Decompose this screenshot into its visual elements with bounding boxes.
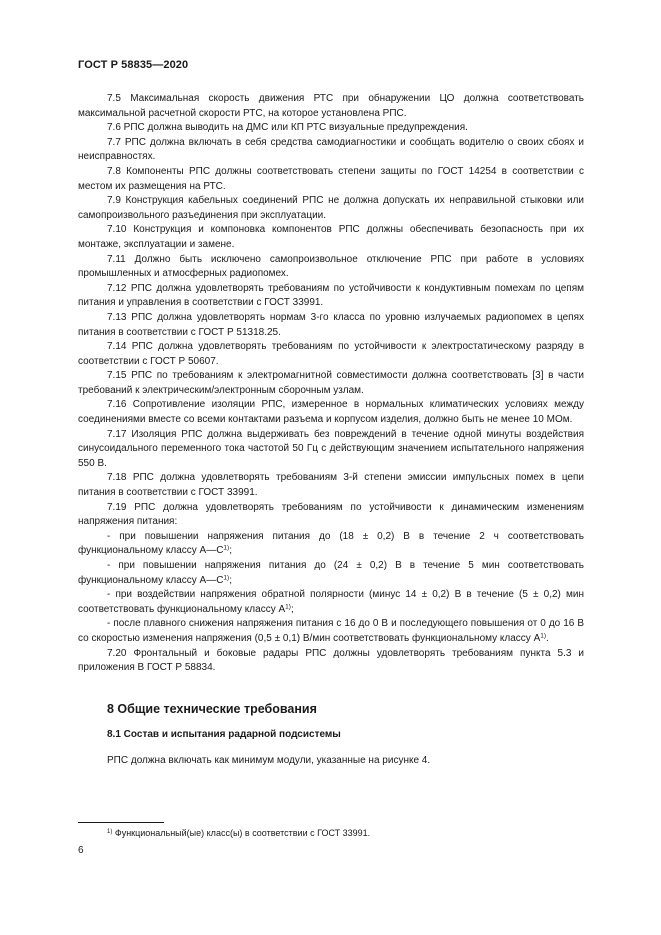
clause-7-19-item-1: - при повышении напряжения питания до (18 ± 0,2) В в течение 2 ч соответствовать функциональному классу А—С$^{1)}$;: [78, 530, 584, 557]
clause-7-9: 7.9 Конструкция кабельных соединений РПС не должна допускать их неправильной стыковки или самопроизвольного разъединения при эксплуатации.: [78, 195, 584, 221]
clause-7-13: 7.13 РПС должна удовлетворять нормам 3-го класса по уровню излучаемых радиопомех в цепях питания в соответствии с ГОСТ Р 51318.25.: [78, 311, 584, 338]
clause-7-12: 7.12 РПС должна удовлетворять требованиям по устойчивости к кондуктивным помехам по цепям питания и управления в соответствии с ГОСТ 33991.: [78, 282, 584, 309]
clause-7-20: 7.20 Фронтальный и боковые радары РПС должны удовлетворять требованиям пункта 5.3 и приложения В ГОСТ Р 58834.: [78, 647, 584, 674]
section-heading: 8 Общие технические требования: [107, 701, 317, 716]
clause-7-10: 7.10 Конструкция и компоновка компонентов РПС должны обеспечивать безопасность при их монтаже, эксплуатации и замене.: [78, 224, 584, 250]
footnote-mark: 1): [107, 829, 113, 835]
subsection-heading: 8.1 Состав и испытания радарной подсистемы: [107, 728, 341, 740]
clause-7-17: 7.17 Изоляция РПС должна выдерживать без повреждений в течение одной минуты воздействия синусоидального переменного тока частотой 50 Гц с действующим значением испытательного напряжения 550 В.: [78, 428, 584, 469]
document-header: ГОСТ Р 58835—2020: [78, 59, 189, 71]
footnote-ref: 1): [285, 603, 291, 611]
footnote-ref: 1): [223, 574, 230, 582]
footnote-text: Функциональный(ые) класс(ы) в соответствии с ГОСТ 33991.: [114, 828, 371, 838]
clause-7-19-item-3: - при воздействии напряжения обратной полярности (минус 14 ± 0,2) В в течение (5 ± 0,2) мин соответствовать функциональному классу А$^{1)}$;: [78, 589, 584, 615]
clause-7-8: 7.8 Компоненты РПС должны соответствовать степени защиты по ГОСТ 14254 в соответствии с местом их размещения на РТС.: [78, 165, 584, 192]
footnote: [107, 827, 370, 839]
page-number: 6: [78, 845, 84, 856]
clause-7-7: 7.7 РПС должна включать в себя средства самодиагностики и сообщать водителю о своих сбоях и неисправностях.: [78, 136, 584, 163]
clause-7-5: 7.5 Максимальная скорость движения РТС при обнаружении ЦО должна соответствовать максимальной расчетной скорости РТС, на которое установлена РПС.: [78, 93, 584, 119]
clause-7-16: 7.16 Сопротивление изоляции РПС, измеренное в нормальных климатических условиях между соединениями вместе со всеми контактами разъема и корпусом изделия, должно быть не менее 10 МОм.: [78, 399, 584, 426]
clause-7-6: 7.6 РПС должна выводить на ДМС или КП РТС визуальные предупреждения.: [107, 122, 468, 134]
footnote-ref: 1): [223, 544, 230, 552]
clause-7-19: 7.19 РПС должна удовлетворять требованиям по устойчивости к динамическим изменениям напряжения питания:: [78, 501, 584, 528]
clause-7-19-item-4: - после плавного снижения напряжения питания с 16 до 0 В и последующего повышения от 0 до 16 В со скоростью изменения напряжения (0,5 ± 0,1) В/мин соответствовать функциональному классу А$^{1)}$.: [78, 618, 584, 644]
section-text: РПС должна включать как минимум модули, указанные на рисунке 4.: [107, 755, 431, 767]
clause-7-11: 7.11 Должно быть исключено самопроизвольное отключение РПС при работе в условиях промышленных и атмосферных радиопомех.: [78, 253, 584, 280]
footnote-divider: [78, 822, 164, 823]
document-body: [78, 92, 584, 769]
clause-7-18: 7.18 РПС должна удовлетворять требованиям 3-й степени эмиссии импульсных помех в цепи питания в соответствии с ГОСТ 33991.: [78, 472, 584, 499]
footnote-ref: 1): [540, 632, 547, 640]
clause-7-15: 7.15 РПС по требованиям к электромагнитной совместимости должна соответствовать [3] в части требований к электрическим/электронным сборочным узлам.: [78, 370, 584, 396]
clause-7-14: 7.14 РПС должна удовлетворять требованиям по устойчивости к электростатическому разряду в соответствии с ГОСТ Р 50607.: [78, 341, 584, 367]
clause-7-19-item-2: - при повышении напряжения питания до (24 ± 0,2) В в течение 5 мин соответствовать функциональному классу А—С$^{1)}$;: [78, 560, 584, 586]
